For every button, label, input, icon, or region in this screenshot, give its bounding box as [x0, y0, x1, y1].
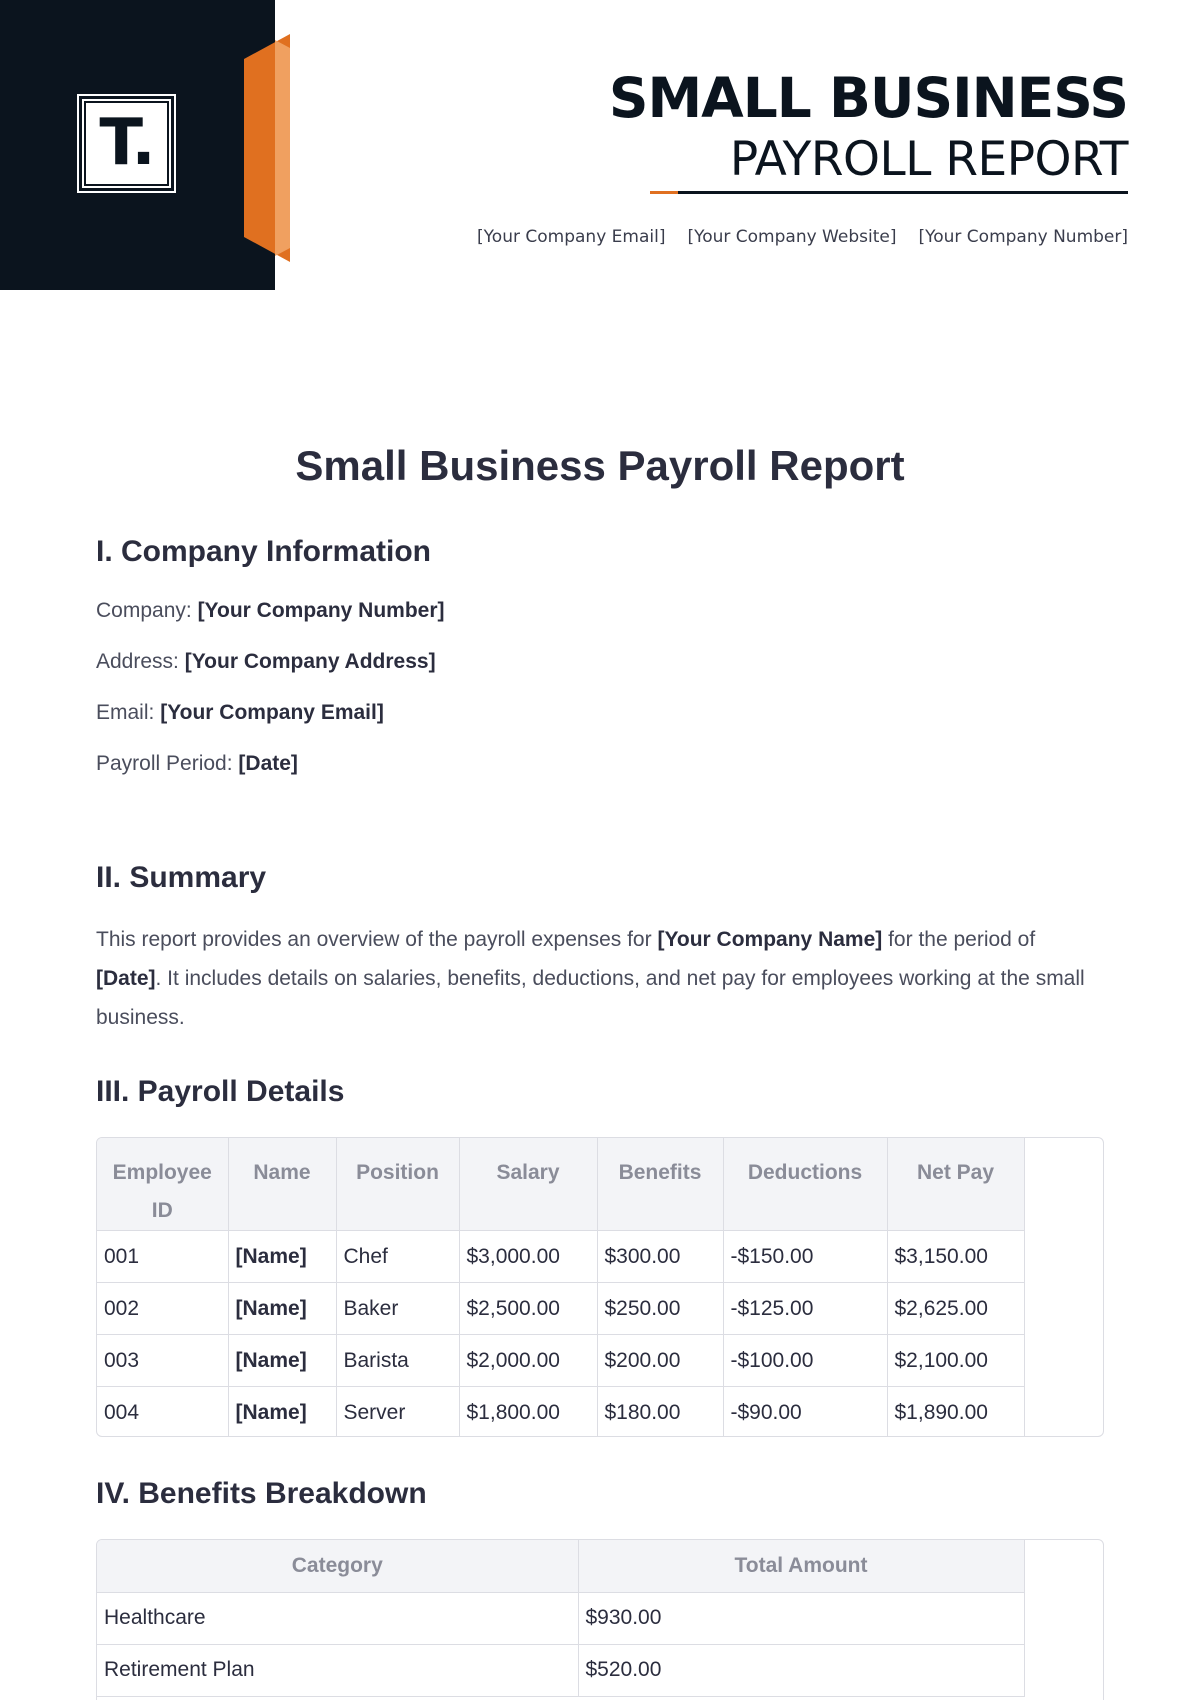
cell-salary: $2,500.00: [459, 1283, 597, 1335]
info-email: [96, 701, 384, 725]
table-row: [97, 1644, 1024, 1696]
info-company-label: Company:: [96, 599, 192, 622]
table-header-row: [97, 1138, 1024, 1231]
cell-salary: $2,000.00: [459, 1335, 597, 1387]
cell-position: Server: [336, 1387, 459, 1438]
cell-category: Retirement Plan: [97, 1644, 578, 1696]
benefits-table-container: [96, 1539, 1104, 1700]
summary-paragraph: [96, 920, 1106, 1037]
column-header-benefits: Benefits: [597, 1138, 723, 1231]
column-header-name: Name: [228, 1138, 336, 1231]
cell-category: Healthcare: [97, 1592, 578, 1644]
ribbon-highlight-decoration: [275, 40, 290, 256]
cell-name: [Name]: [228, 1387, 336, 1438]
table-row: [97, 1283, 1024, 1335]
table-row: [97, 1592, 1024, 1644]
title-divider: [650, 191, 1128, 194]
table-row: [97, 1387, 1024, 1438]
header-dark-block: [0, 0, 275, 290]
table-row: [97, 1335, 1024, 1387]
cell-position: Baker: [336, 1283, 459, 1335]
cell-position: Barista: [336, 1335, 459, 1387]
column-header-category: Category: [97, 1540, 578, 1592]
summary-text-1: This report provides an overview of the payroll expenses for: [96, 928, 658, 951]
cell-total-amount: $520.00: [578, 1644, 1024, 1696]
section-heading-summary: II. Summary: [96, 861, 267, 894]
cell-net-pay: $2,100.00: [887, 1335, 1024, 1387]
table-header-row: [97, 1540, 1024, 1592]
cell-net-pay: $3,150.00: [887, 1231, 1024, 1283]
info-payroll-period: [96, 752, 298, 776]
column-header-salary: Salary: [459, 1138, 597, 1231]
section-heading-company-info: I. Company Information: [96, 535, 432, 568]
summary-text-2: for the period of: [882, 928, 1036, 951]
column-header-employee-id: Employee ID: [97, 1138, 228, 1231]
cell-name: [Name]: [228, 1335, 336, 1387]
info-company-value: [Your Company Number]: [197, 599, 445, 622]
cell-salary: $1,800.00: [459, 1387, 597, 1438]
cell-deductions: -$125.00: [723, 1283, 887, 1335]
column-header-total-amount: Total Amount: [578, 1540, 1024, 1592]
summary-date: [Date]: [96, 967, 156, 990]
logo-letter: T.: [99, 105, 154, 180]
info-payroll-period-value: [Date]: [238, 752, 298, 775]
payroll-table-container: [96, 1137, 1104, 1437]
section-heading-benefits-breakdown: IV. Benefits Breakdown: [96, 1477, 427, 1510]
cell-employee-id: 003: [97, 1335, 228, 1387]
cell-total-amount: $930.00: [578, 1592, 1024, 1644]
cell-benefits: $200.00: [597, 1335, 723, 1387]
contact-bar: [477, 227, 1128, 247]
benefits-table: [97, 1540, 1025, 1697]
info-address: [96, 650, 436, 674]
contact-number: [Your Company Number]: [918, 227, 1128, 247]
summary-text-3: . It includes details on salaries, benefits, deductions, and net pay for employees working at the small business.: [96, 967, 1085, 1029]
column-header-position: Position: [336, 1138, 459, 1231]
cell-employee-id: 002: [97, 1283, 228, 1335]
cell-deductions: -$90.00: [723, 1387, 887, 1438]
contact-email: [Your Company Email]: [477, 227, 666, 247]
info-address-label: Address:: [96, 650, 179, 673]
info-email-label: Email:: [96, 701, 155, 724]
summary-company-name: [Your Company Name]: [657, 928, 883, 951]
column-header-deductions: Deductions: [723, 1138, 887, 1231]
cell-name: [Name]: [228, 1283, 336, 1335]
payroll-table: [97, 1138, 1025, 1437]
cell-net-pay: $2,625.00: [887, 1283, 1024, 1335]
page-title: Small Business Payroll Report: [295, 442, 905, 489]
cell-deductions: -$150.00: [723, 1231, 887, 1283]
cell-benefits: $180.00: [597, 1387, 723, 1438]
table-row: [97, 1231, 1024, 1283]
cell-net-pay: $1,890.00: [887, 1387, 1024, 1438]
info-email-value: [Your Company Email]: [160, 701, 384, 724]
cell-benefits: $300.00: [597, 1231, 723, 1283]
contact-website: [Your Company Website]: [687, 227, 897, 247]
info-address-value: [Your Company Address]: [184, 650, 436, 673]
title-divider-accent: [650, 191, 678, 194]
cell-employee-id: 004: [97, 1387, 228, 1438]
cell-name: [Name]: [228, 1231, 336, 1283]
cell-salary: $3,000.00: [459, 1231, 597, 1283]
info-payroll-period-label: Payroll Period:: [96, 752, 233, 775]
document-title-line2: PAYROLL REPORT: [729, 132, 1128, 187]
document-title-line1: SMALL BUSINESS: [608, 66, 1128, 130]
cell-deductions: -$100.00: [723, 1335, 887, 1387]
column-header-net-pay: Net Pay: [887, 1138, 1024, 1231]
section-heading-payroll-details: III. Payroll Details: [96, 1075, 345, 1108]
cell-employee-id: 001: [97, 1231, 228, 1283]
cell-position: Chef: [336, 1231, 459, 1283]
info-company: [96, 599, 445, 623]
cell-benefits: $250.00: [597, 1283, 723, 1335]
company-logo: [77, 94, 176, 193]
